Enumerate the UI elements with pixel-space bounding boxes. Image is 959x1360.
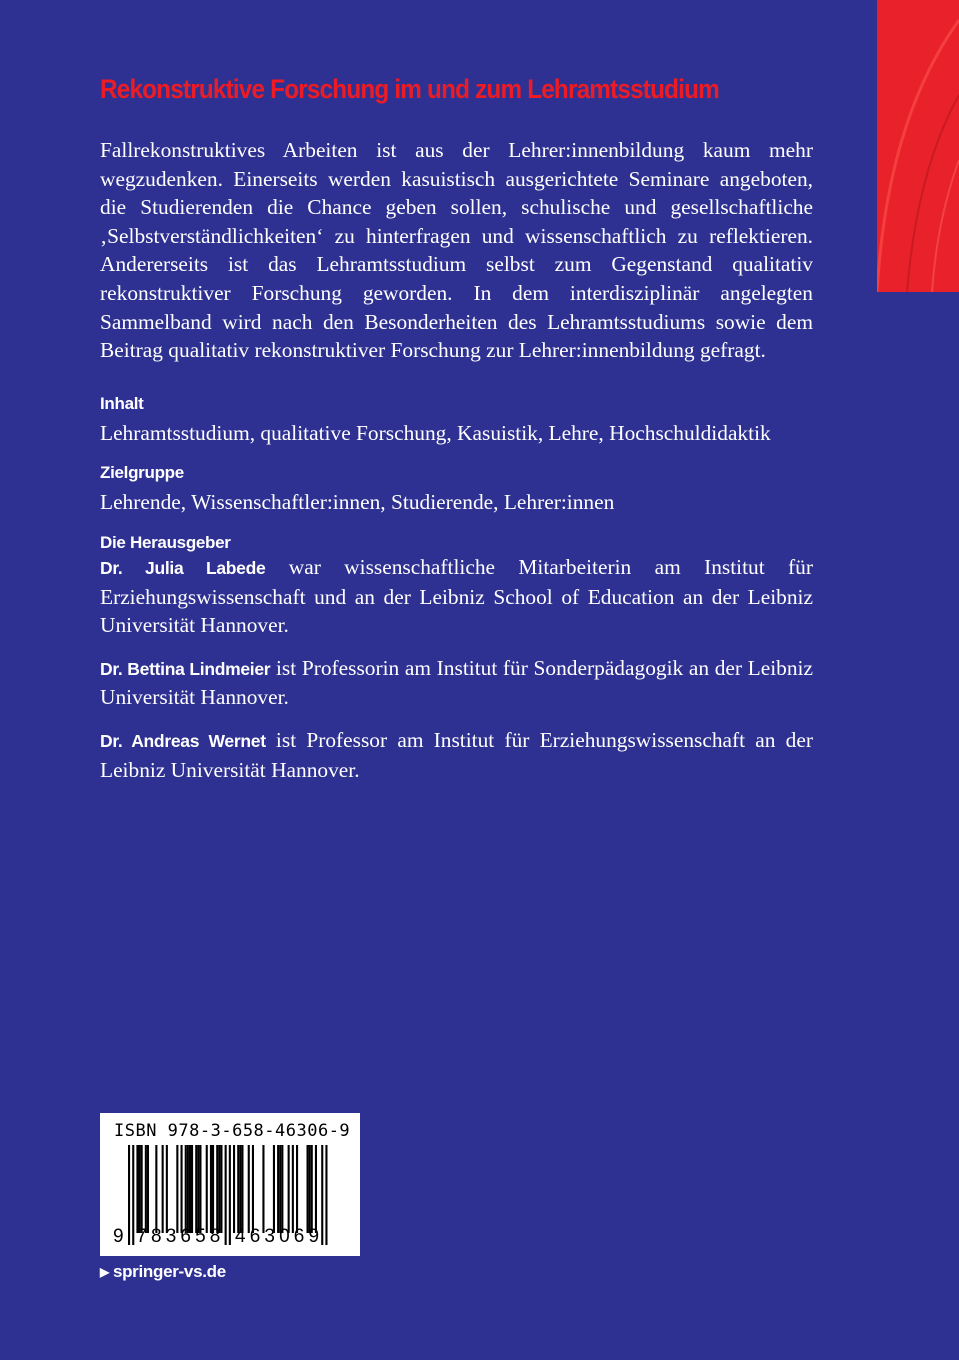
barcode-bar bbox=[187, 1145, 189, 1233]
barcode-bar bbox=[237, 1145, 239, 1233]
back-cover-content bbox=[100, 136, 813, 784]
barcode-bar bbox=[288, 1145, 290, 1233]
isbn-label: ISBN 978-3-658-46306-9 bbox=[114, 1121, 351, 1141]
editor-bio-labede bbox=[100, 553, 813, 640]
barcode-bar bbox=[311, 1145, 313, 1233]
barcode-bar bbox=[191, 1145, 193, 1233]
ean-digit: 8 bbox=[151, 1226, 162, 1247]
barcode-bar bbox=[141, 1145, 143, 1233]
ean-digit: 6 bbox=[180, 1226, 191, 1247]
barcode-bar bbox=[139, 1145, 141, 1233]
editor-bio-text: ist Professorin am Institut für Sonderpädagogik an der Leibniz Universität Hannover. bbox=[100, 655, 813, 710]
barcode-bar bbox=[309, 1145, 311, 1233]
isbn-barcode bbox=[100, 1113, 360, 1256]
barcode-bar bbox=[281, 1145, 283, 1233]
barcode-bar bbox=[216, 1145, 218, 1233]
editor-name: Dr. Julia Labede bbox=[100, 557, 266, 578]
barcode-bar bbox=[210, 1145, 212, 1233]
barcode-bar bbox=[195, 1145, 197, 1233]
ean-digit: 4 bbox=[235, 1226, 246, 1247]
zielgruppe-text: Lehrende, Wissenschaftler:innen, Studierende, Lehrer:innen bbox=[100, 490, 615, 515]
barcode-bar bbox=[136, 1145, 138, 1233]
barcode-bar bbox=[277, 1145, 279, 1233]
ean-digit: 7 bbox=[136, 1226, 147, 1247]
ean-digit: 6 bbox=[293, 1226, 305, 1247]
barcode-bar bbox=[315, 1145, 317, 1233]
barcode-bar bbox=[197, 1145, 199, 1233]
barcode-bar bbox=[128, 1145, 130, 1245]
barcode-bar bbox=[166, 1145, 168, 1233]
herausgeber-heading: Die Herausgeber bbox=[100, 532, 231, 552]
ean-digit: 6 bbox=[249, 1226, 261, 1247]
zielgruppe-section bbox=[100, 461, 813, 517]
barcode-bar bbox=[225, 1145, 227, 1245]
barcode-bar bbox=[155, 1145, 157, 1233]
barcode-bar bbox=[145, 1145, 147, 1233]
barcode-bar bbox=[252, 1145, 254, 1233]
ean-digit: 3 bbox=[264, 1226, 275, 1247]
ean-digit: 3 bbox=[165, 1226, 177, 1247]
barcode-bar bbox=[262, 1145, 264, 1233]
decorative-curves bbox=[877, 0, 959, 292]
barcode-bar bbox=[181, 1145, 183, 1233]
blurb-paragraph: Fallrekonstruktives Arbeiten ist aus der Lehrer:innenbildung kaum mehr wegzudenken. Einerseits werden kasuistisch ausgerichtete Seminare angeboten, die Studierenden die Chance geben sollen, schulische und gesellschaftliche ‚Selbstverständlichkeiten‘ zu hinterfragen und wissenschaftlich zu reflektieren. Andererseits ist das Lehramtsstudium selbst zum Gegenstand qualitativ rekonstruktiver Forschung geworden. In dem interdisziplinär angelegten Sammelband wird nach den Besonderheiten des Lehramtsstudiums sowie dem Beitrag qualitativ rekonstruktiver Forschung zur Lehrer:innenbildung gefragt. bbox=[100, 138, 813, 363]
barcode-bar bbox=[239, 1145, 241, 1233]
barcode-bar bbox=[292, 1145, 294, 1233]
barcode-bar bbox=[296, 1145, 298, 1233]
herausgeber-section bbox=[100, 531, 813, 784]
play-triangle-icon: ▶ bbox=[100, 1265, 109, 1279]
barcode-bar bbox=[176, 1145, 178, 1233]
editor-bio-text: ist Professor am Institut für Erziehungswissenschaft an der Leibniz Universität Hannover. bbox=[100, 727, 813, 782]
ean-digit: 8 bbox=[209, 1226, 221, 1247]
barcode-bar bbox=[206, 1145, 208, 1233]
barcode-bar bbox=[241, 1145, 243, 1233]
book-title: Rekonstruktive Forschung im und zum Lehramtsstudium bbox=[100, 74, 719, 104]
barcode-bar bbox=[185, 1145, 187, 1233]
barcode-bar bbox=[132, 1145, 134, 1245]
ean-digit: 9 bbox=[113, 1226, 124, 1247]
barcode-bar bbox=[307, 1145, 309, 1233]
inhalt-heading: Inhalt bbox=[100, 393, 144, 413]
editor-name: Dr. Andreas Wernet bbox=[100, 730, 266, 751]
barcode-bar bbox=[229, 1145, 231, 1245]
barcode-bar bbox=[162, 1145, 164, 1233]
barcode-bar bbox=[218, 1145, 220, 1233]
red-edge-strip bbox=[877, 0, 959, 292]
barcode-bar bbox=[199, 1145, 201, 1233]
barcode-bar bbox=[147, 1145, 149, 1233]
barcode-bar bbox=[189, 1145, 191, 1233]
publisher-website[interactable] bbox=[100, 1262, 226, 1282]
inhalt-text: Lehramtsstudium, qualitative Forschung, Kasuistik, Lehre, Hochschuldidaktik bbox=[100, 420, 771, 445]
barcode-bar bbox=[321, 1145, 323, 1245]
barcode-bar bbox=[220, 1145, 222, 1233]
barcode-bar bbox=[279, 1145, 281, 1233]
editor-bio-text: war wissenschaftliche Mitarbeiterin am Institut für Erziehungswissenschaft und an der Leibniz School of Education an der Leibniz Universität Hannover. bbox=[100, 554, 813, 638]
editor-bio-lindmeier bbox=[100, 654, 813, 712]
barcode-bar bbox=[233, 1145, 235, 1233]
ean-digit: 9 bbox=[308, 1226, 320, 1247]
barcode-bar bbox=[273, 1145, 275, 1233]
editor-name: Dr. Bettina Lindmeier bbox=[100, 658, 271, 679]
barcode-bar bbox=[212, 1145, 214, 1233]
editor-bio-wernet bbox=[100, 726, 813, 784]
ean-digit: 5 bbox=[195, 1226, 206, 1247]
ean-digit: 0 bbox=[279, 1226, 290, 1247]
barcode-bar bbox=[325, 1145, 327, 1245]
barcode-bar bbox=[248, 1145, 250, 1233]
inhalt-section bbox=[100, 392, 813, 448]
website-text: springer-vs.de bbox=[112, 1262, 226, 1281]
zielgruppe-heading: Zielgruppe bbox=[100, 463, 184, 483]
